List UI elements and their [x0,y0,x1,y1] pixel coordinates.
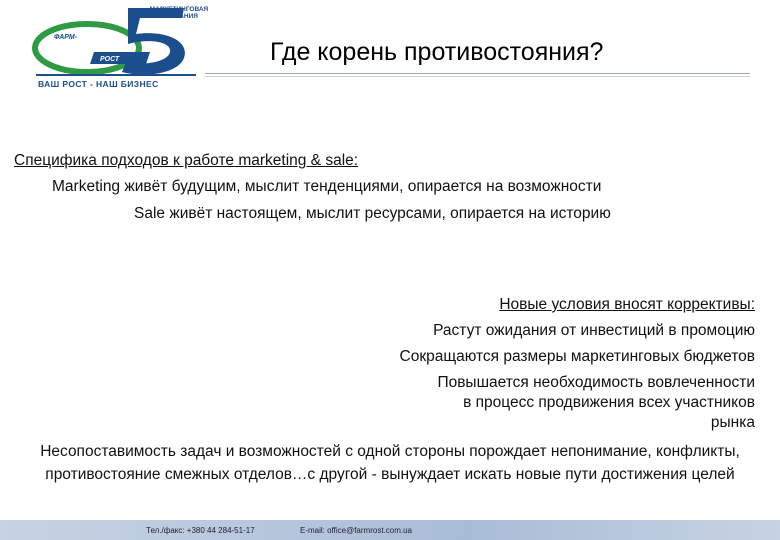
footer-email: E-mail: office@farmrost.com.ua [300,526,413,535]
logo-farm-text: ФАРМ- [54,34,78,41]
title-divider-secondary [205,76,750,77]
section2-line: Растут ожидания от инвестиций в промоцию [433,322,755,339]
summary-paragraph: Несопоставимость задач и возможностей с одной стороны порождает непонимание, конфликты, противостояние смежных отделов…с другой - вынуждает искать новые пути достижения целей [40,443,740,483]
logo-slogan: ВАШ РОСТ - НАШ БИЗНЕС [38,79,159,89]
section2-heading: Новые условия вносят коррективы: [499,296,755,313]
section1-line-marketing: Marketing живёт будущим, мыслит тенденциями, опирается на возможности [52,178,602,195]
footer-phone: Тел./факс: +380 44 284-51-17 [146,526,255,535]
section1-heading: Специфика подходов к работе marketing & sale: [14,152,359,169]
logo-rost-text: РОСТ [100,56,120,63]
footer-bar [0,520,780,540]
company-logo [32,4,209,90]
section2-line: Сокращаются размеры маркетинговых бюджетов [399,348,755,365]
section1-line-sale: Sale живёт настоящем, мыслит ресурсами, опирается на историю [134,205,611,222]
section2 [135,292,755,433]
logo-company-text: МАРКЕТИНГОВАЯ КОМПАНИЯ [149,6,209,20]
slide-title: Где корень противостояния? [270,38,604,66]
title-divider [205,73,750,74]
section2-line: Повышается необходимость вовлеченности в процесс продвижения всех участников рынка [437,374,755,431]
